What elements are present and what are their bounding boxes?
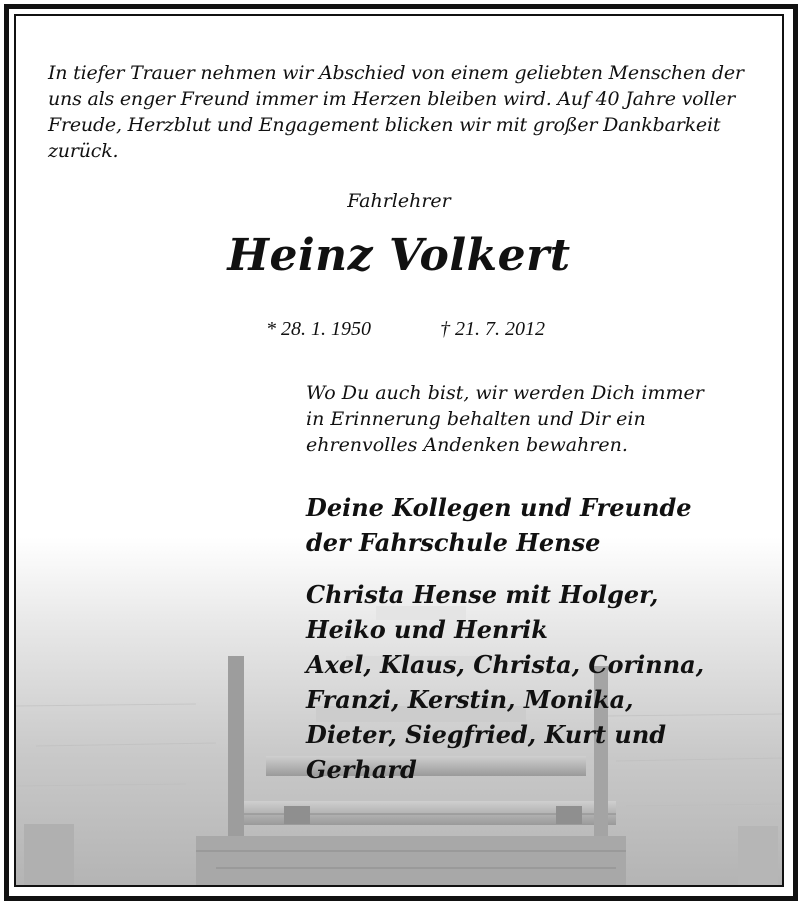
- obituary-panel: [14, 14, 784, 887]
- signer-line: Franzi, Kerstin, Monika,: [306, 685, 634, 714]
- intro-line: zurück.: [48, 140, 119, 162]
- quote-line: in Erinnerung behalten und Dir ein: [306, 408, 646, 430]
- intro-line: Freude, Herzblut und Engagement blicken wir mit großer Dankbarkeit: [48, 114, 721, 136]
- birth-date: * 28. 1. 1950: [266, 318, 371, 340]
- signer-line: Gerhard: [306, 755, 417, 784]
- signers-names: [306, 577, 776, 787]
- signer-line: Deine Kollegen und Freunde: [306, 493, 692, 522]
- profession-label: Fahrlehrer: [347, 190, 451, 212]
- intro-text: [48, 60, 768, 164]
- deceased-name: Heinz Volkert: [227, 230, 571, 281]
- intro-line: In tiefer Trauer nehmen wir Abschied von einem geliebten Menschen der: [48, 62, 744, 84]
- quote-line: Wo Du auch bist, wir werden Dich immer: [306, 382, 704, 404]
- signer-line: Christa Hense mit Holger,: [306, 580, 659, 609]
- memorial-quote: [306, 380, 766, 458]
- signer-line: der Fahrschule Hense: [306, 528, 601, 557]
- signer-line: Heiko und Henrik: [306, 615, 548, 644]
- intro-line: uns als enger Freund immer im Herzen bleiben wird. Auf 40 Jahre voller: [48, 88, 736, 110]
- death-date: † 21. 7. 2012: [440, 318, 545, 340]
- signers-colleagues: [306, 490, 776, 560]
- quote-line: ehrenvolles Andenken bewahren.: [306, 434, 628, 456]
- signer-line: Dieter, Siegfried, Kurt und: [306, 720, 667, 749]
- signer-line: Axel, Klaus, Christa, Corinna,: [306, 650, 705, 679]
